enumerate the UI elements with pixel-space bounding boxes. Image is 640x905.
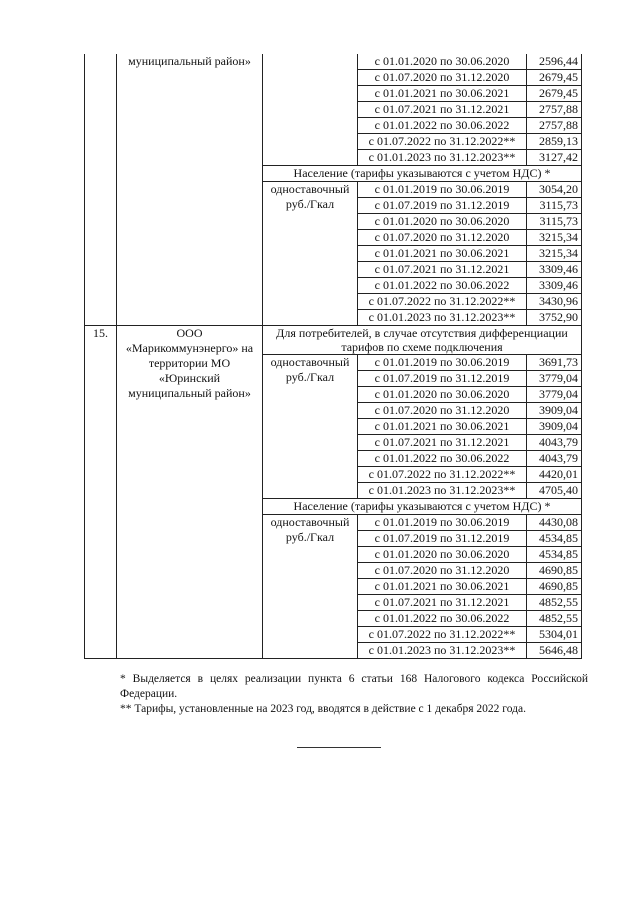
value-cell: 3430,96 xyxy=(527,294,582,310)
period-cell: с 01.01.2019 по 30.06.2019 xyxy=(358,355,527,371)
period-cell: с 01.07.2020 по 31.12.2020 xyxy=(358,563,527,579)
organization-cell: ООО «Марикоммунэнерго» на территории МО «Юринский муниципальный район» xyxy=(117,326,263,659)
tariff-type-cell xyxy=(263,54,358,166)
period-cell: с 01.07.2021 по 31.12.2021 xyxy=(358,102,527,118)
item-number-cell: 15. xyxy=(85,326,117,659)
footer-separator-line xyxy=(297,747,381,748)
period-cell: с 01.01.2021 по 30.06.2021 xyxy=(358,246,527,262)
footnote-vat: * Выделяется в целях реализации пункта 6 статьи 168 Налогового кодекса Российской Федерации. xyxy=(120,673,588,700)
period-cell: с 01.01.2022 по 30.06.2022 xyxy=(358,118,527,134)
period-cell: с 01.07.2022 по 31.12.2022** xyxy=(358,627,527,643)
period-cell: с 01.07.2021 по 31.12.2021 xyxy=(358,435,527,451)
period-cell: с 01.01.2022 по 30.06.2022 xyxy=(358,278,527,294)
period-cell: с 01.01.2019 по 30.06.2019 xyxy=(358,515,527,531)
value-cell: 2679,45 xyxy=(527,86,582,102)
value-cell: 3127,42 xyxy=(527,150,582,166)
period-cell: с 01.07.2020 по 31.12.2020 xyxy=(358,70,527,86)
period-cell: с 01.01.2020 по 30.06.2020 xyxy=(358,387,527,403)
period-cell: с 01.01.2023 по 31.12.2023** xyxy=(358,483,527,499)
population-header: Население (тарифы указываются с учетом НДС) * xyxy=(263,499,582,515)
value-cell: 3752,90 xyxy=(527,310,582,326)
value-cell: 4043,79 xyxy=(527,451,582,467)
value-cell: 4852,55 xyxy=(527,611,582,627)
period-cell: с 01.07.2020 по 31.12.2020 xyxy=(358,403,527,419)
period-cell: с 01.07.2022 по 31.12.2022** xyxy=(358,294,527,310)
tariff-type-cell: одноставочный руб./Гкал xyxy=(263,515,358,659)
value-cell: 4705,40 xyxy=(527,483,582,499)
value-cell: 3309,46 xyxy=(527,278,582,294)
period-cell: с 01.01.2022 по 30.06.2022 xyxy=(358,611,527,627)
period-cell: с 01.07.2022 по 31.12.2022** xyxy=(358,134,527,150)
value-cell: 3309,46 xyxy=(527,262,582,278)
period-cell: с 01.07.2019 по 31.12.2019 xyxy=(358,371,527,387)
value-cell: 3215,34 xyxy=(527,230,582,246)
period-cell: с 01.07.2020 по 31.12.2020 xyxy=(358,230,527,246)
footnote-2023: ** Тарифы, установленные на 2023 год, вводятся в действие с 1 декабря 2022 года. xyxy=(120,703,526,715)
period-cell: с 01.01.2023 по 31.12.2023** xyxy=(358,643,527,659)
value-cell: 4534,85 xyxy=(527,547,582,563)
period-cell: с 01.07.2022 по 31.12.2022** xyxy=(358,467,527,483)
value-cell: 4420,01 xyxy=(527,467,582,483)
organization-cell: муниципальный район» xyxy=(117,54,263,326)
value-cell: 3115,73 xyxy=(527,214,582,230)
tariff-type-cell: одноставочный руб./Гкал xyxy=(263,182,358,326)
value-cell: 2679,45 xyxy=(527,70,582,86)
population-header: Население (тарифы указываются с учетом НДС) * xyxy=(263,166,582,182)
value-cell: 2757,88 xyxy=(527,102,582,118)
item-number-cell xyxy=(85,54,117,326)
value-cell: 5646,48 xyxy=(527,643,582,659)
value-cell: 2859,13 xyxy=(527,134,582,150)
tariff-table xyxy=(84,54,582,659)
value-cell: 2596,44 xyxy=(527,54,582,70)
period-cell: с 01.01.2021 по 30.06.2021 xyxy=(358,419,527,435)
value-cell: 4690,85 xyxy=(527,579,582,595)
value-cell: 3215,34 xyxy=(527,246,582,262)
value-cell: 4043,79 xyxy=(527,435,582,451)
value-cell: 3691,73 xyxy=(527,355,582,371)
period-cell: с 01.01.2023 по 31.12.2023** xyxy=(358,310,527,326)
period-cell: с 01.01.2021 по 30.06.2021 xyxy=(358,579,527,595)
value-cell: 3115,73 xyxy=(527,198,582,214)
value-cell: 4534,85 xyxy=(527,531,582,547)
period-cell: с 01.07.2019 по 31.12.2019 xyxy=(358,531,527,547)
tariff-type-cell: одноставочный руб./Гкал xyxy=(263,355,358,499)
value-cell: 4852,55 xyxy=(527,595,582,611)
consumers-header: Для потребителей, в случае отсутствия дифференциации тарифов по схеме подключения xyxy=(263,326,582,355)
value-cell: 4690,85 xyxy=(527,563,582,579)
period-cell: с 01.01.2020 по 30.06.2020 xyxy=(358,54,527,70)
period-cell: с 01.01.2023 по 31.12.2023** xyxy=(358,150,527,166)
period-cell: с 01.01.2019 по 30.06.2019 xyxy=(358,182,527,198)
period-cell: с 01.01.2020 по 30.06.2020 xyxy=(358,214,527,230)
tariff-table-body xyxy=(85,54,582,659)
period-cell: с 01.01.2022 по 30.06.2022 xyxy=(358,451,527,467)
period-cell: с 01.01.2021 по 30.06.2021 xyxy=(358,86,527,102)
period-cell: с 01.07.2021 по 31.12.2021 xyxy=(358,262,527,278)
value-cell: 3779,04 xyxy=(527,387,582,403)
value-cell: 3054,20 xyxy=(527,182,582,198)
value-cell: 3909,04 xyxy=(527,419,582,435)
value-cell: 3909,04 xyxy=(527,403,582,419)
value-cell: 4430,08 xyxy=(527,515,582,531)
period-cell: с 01.01.2020 по 30.06.2020 xyxy=(358,547,527,563)
consumers-header-row xyxy=(85,326,582,355)
value-cell: 3779,04 xyxy=(527,371,582,387)
value-cell: 2757,88 xyxy=(527,118,582,134)
period-cell: с 01.07.2019 по 31.12.2019 xyxy=(358,198,527,214)
tariff-row xyxy=(85,54,582,70)
value-cell: 5304,01 xyxy=(527,627,582,643)
period-cell: с 01.07.2021 по 31.12.2021 xyxy=(358,595,527,611)
